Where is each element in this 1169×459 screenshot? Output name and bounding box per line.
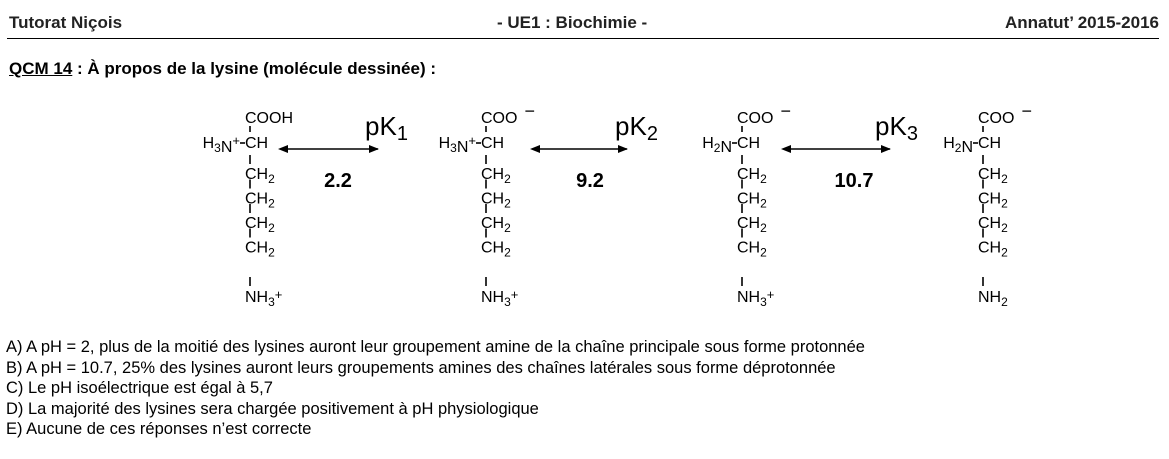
lysine-form-3 xyxy=(702,101,791,309)
equilibrium-1 xyxy=(287,111,408,192)
answer-e: E) Aucune de ces réponses n’est correcte xyxy=(6,420,312,438)
alpha-carbon: CH xyxy=(245,135,269,152)
alpha-carbon: CH xyxy=(737,135,761,152)
pk-value: 10.7 xyxy=(834,170,874,192)
methylene-group: $CH_2$ xyxy=(245,239,275,260)
side-chain-amine: $NH_2$ xyxy=(978,289,1008,309)
methylene-group: $CH_2$ xyxy=(978,166,1008,186)
pk-label: pK1 xyxy=(365,111,408,145)
alpha-amine-group: $H_2N$ xyxy=(943,135,973,156)
methylene-group: $CH_2$ xyxy=(978,190,1008,211)
methylene-group: $CH_2$ xyxy=(481,215,511,235)
answers-list xyxy=(6,337,865,440)
alpha-amine-group: $H_3N^+$ xyxy=(438,133,476,156)
methylene-group: $CH_2$ xyxy=(737,190,767,211)
lysine-form-1 xyxy=(203,110,293,309)
alpha-amine-group: $H_3N^+$ xyxy=(202,133,240,156)
answer-b: B) A pH = 10.7, 25% des lysines auront leurs groupements amines des chaînes latérales sous forme déprotonnée xyxy=(6,358,836,377)
carboxyl-group: COOH xyxy=(245,110,293,127)
alpha-amine-group: $H_2N$ xyxy=(702,135,732,156)
answer-c: C) Le pH isoélectrique est égal à 5,7 xyxy=(6,379,273,397)
alpha-carbon: CH xyxy=(978,135,1002,152)
pk-value: 2.2 xyxy=(324,170,352,192)
methylene-group: $CH_2$ xyxy=(978,239,1008,260)
alpha-carbon: CH xyxy=(481,135,505,152)
methylene-group: $CH_2$ xyxy=(737,239,767,260)
header-left: Tutorat Niçois xyxy=(9,13,123,32)
answer-a: A) A pH = 2, plus de la moitié des lysines auront leur groupement amine de la chaîne principale sous forme protonnée xyxy=(6,338,865,356)
side-chain-amine: $NH_3^+$ xyxy=(481,287,519,309)
methylene-group: $CH_2$ xyxy=(737,215,767,235)
methylene-group: $CH_2$ xyxy=(245,166,275,186)
pk-value: 9.2 xyxy=(576,170,604,192)
header-right: Annatut’ 2015-2016 xyxy=(1004,13,1159,32)
carboxyl-group: COO − xyxy=(737,101,791,127)
header-center: - UE1 : Biochimie - xyxy=(497,13,648,32)
methylene-group: $CH_2$ xyxy=(245,190,275,211)
pk-label: pK3 xyxy=(875,111,918,145)
methylene-group: $CH_2$ xyxy=(737,166,767,186)
methylene-group: $CH_2$ xyxy=(978,215,1008,235)
answer-d: D) La majorité des lysines sera chargée positivement à pH physiologique xyxy=(6,399,539,418)
question-separator: : xyxy=(72,59,88,78)
equilibrium-3 xyxy=(790,111,918,192)
side-chain-amine: $NH_3^+$ xyxy=(737,287,775,309)
side-chain-amine: $NH_3^+$ xyxy=(245,287,283,309)
carboxyl-group: COO − xyxy=(481,101,535,127)
question-number: QCM 14 xyxy=(9,59,73,78)
pk-label: pK2 xyxy=(615,111,658,145)
page-header xyxy=(7,8,1159,39)
question-title xyxy=(9,59,436,79)
methylene-group: $CH_2$ xyxy=(481,239,511,260)
lysine-form-4 xyxy=(943,101,1032,309)
lysine-form-2 xyxy=(439,101,535,309)
question-text: À propos de la lysine (molécule dessinée) : xyxy=(87,59,437,78)
methylene-group: $CH_2$ xyxy=(245,215,275,235)
equilibrium-2 xyxy=(539,111,658,192)
carboxyl-group: COO − xyxy=(978,101,1032,127)
lysine-scheme xyxy=(0,95,1169,327)
methylene-group: $CH_2$ xyxy=(481,166,511,186)
methylene-group: $CH_2$ xyxy=(481,190,511,211)
